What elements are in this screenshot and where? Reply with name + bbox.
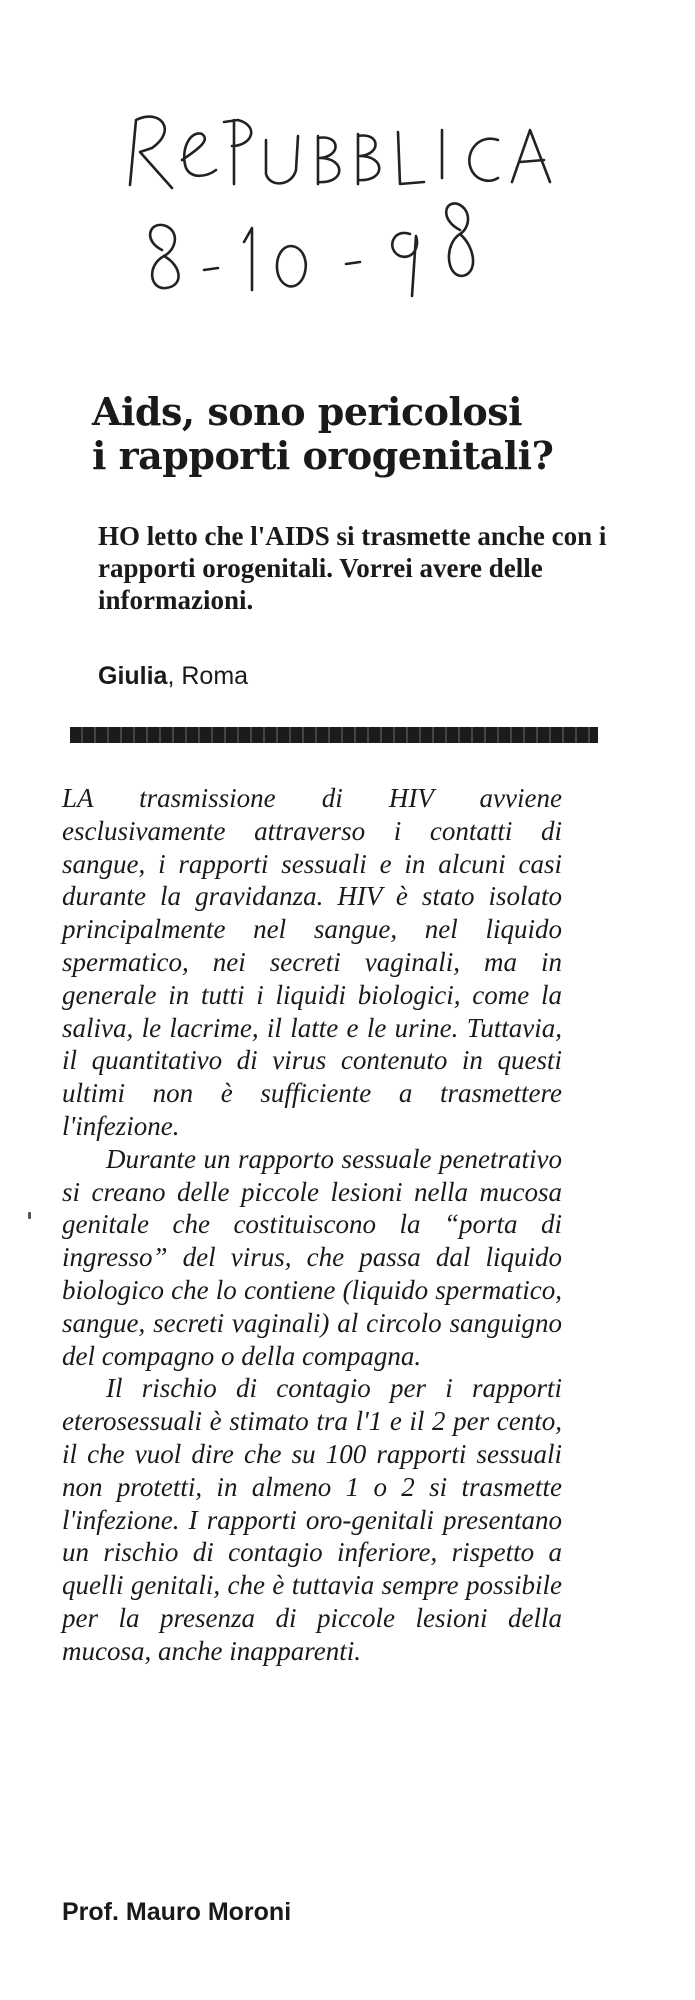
- section-divider: [70, 727, 598, 743]
- author-city: , Roma: [167, 662, 249, 690]
- headline-line-2: i rapporti orogenitali?: [92, 433, 554, 478]
- answer-paragraph-3: Il rischio di contagio per i rapporti eterosessuali è stimato tra l'1 e il 2 per cento, il che vuol dire che su 100 rapporti sessuali non protetti, in almeno 1 o 2 si trasmette l'infezione. I rapporti oro-genitali presentano un rischio di contagio inferiore, rispetto a quelli genitali, che è tuttavia sempre possibile per la presenza di piccole lesioni della mucosa, anche inapparenti.: [62, 1373, 562, 1666]
- letter-headline: [92, 390, 612, 478]
- author-name: Giulia: [98, 662, 168, 690]
- letter-author: [98, 661, 248, 691]
- handwritten-annotation: [120, 100, 590, 320]
- scan-speck: [28, 1212, 31, 1219]
- answer-paragraph-2: Durante un rapporto sessuale penetrativo si creano delle piccole lesioni nella mucosa genitale che costituiscono la “porta di ingresso” del virus, che passa dal liquido biologico che lo contiene (liquido spermatico, sangue, secreti vaginali) al circolo sanguigno del compagno o della compagna.: [62, 1143, 562, 1371]
- headline-line-1: Aids, sono pericolosi: [92, 389, 523, 434]
- answer-paragraph-1: LA trasmissione di HIV avviene esclusivamente attraverso i contatti di sangue, i rapporti sessuali e in alcuni casi durante la gravidanza. HIV è stato isolato principalmente nel sangue, nel liquido spermatico, nei secreti vaginali, ma in generale in tutti i liquidi biologici, come la saliva, le lacrime, il latte e le urine. Tuttavia, il quantitativo di virus contenuto in questi ultimi non è sufficiente a trasmettere l'infezione.: [62, 783, 562, 1141]
- answer-signature: Prof. Mauro Moroni: [62, 1898, 292, 1926]
- reader-question: HO letto che l'AIDS si trasmette anche con i rapporti orogenitali. Vorrei avere delle informazioni.: [98, 521, 607, 615]
- expert-answer: [62, 782, 562, 1668]
